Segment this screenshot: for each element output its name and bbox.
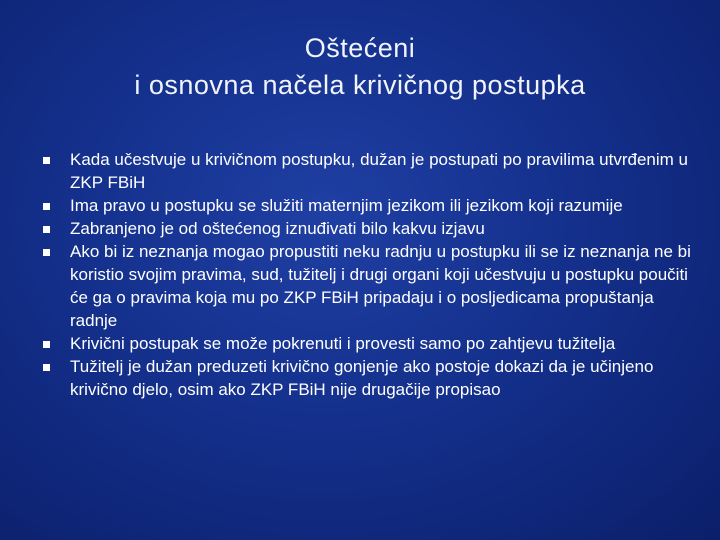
bullet-text: Ako bi iz neznanja mogao propustiti neku radnju u postupku ili se iz neznanja ne bi koristio svojim pravima, sud, tužitelj i drugi organi koji učestvuju u postupku poučiti će ga o pravima koja mu po ZKP FBiH pripadaju i o posljedicama propuštanja radnje xyxy=(70,242,691,330)
bullet-text: Kada učestvuje u krivičnom postupku, dužan je postupati po pravilima utvrđenim u ZKP FBiH xyxy=(70,150,689,192)
bullet-list xyxy=(40,148,695,401)
square-bullet-icon xyxy=(43,364,50,371)
bullet-text: Zabranjeno je od oštećenog iznuđivati bilo kakvu izjavu xyxy=(70,219,485,238)
bullet-item xyxy=(40,355,695,401)
square-bullet-icon xyxy=(43,249,50,256)
slide-title-line-1: Oštećeni xyxy=(304,33,416,63)
square-bullet-icon xyxy=(43,157,50,164)
bullet-item xyxy=(40,332,695,355)
bullet-item xyxy=(40,194,695,217)
square-bullet-icon xyxy=(43,226,50,233)
bullet-text: Ima pravo u postupku se služiti maternjim jezikom ili jezikom koji razumije xyxy=(70,196,623,215)
slide-title-line-2: i osnovna načela krivičnog postupka xyxy=(134,70,586,100)
bullet-text: Krivični postupak se može pokrenuti i provesti samo po zahtjevu tužitelja xyxy=(70,334,616,353)
bullet-text: Tužitelj je dužan preduzeti krivično gonjenje ako postoje dokazi da je učinjeno krivično djelo, osim ako ZKP FBiH nije drugačije propisao xyxy=(70,357,654,399)
square-bullet-icon xyxy=(43,341,50,348)
bullet-item xyxy=(40,240,695,332)
bullet-item xyxy=(40,217,695,240)
slide-title xyxy=(0,30,720,104)
bullet-item xyxy=(40,148,695,194)
square-bullet-icon xyxy=(43,203,50,210)
